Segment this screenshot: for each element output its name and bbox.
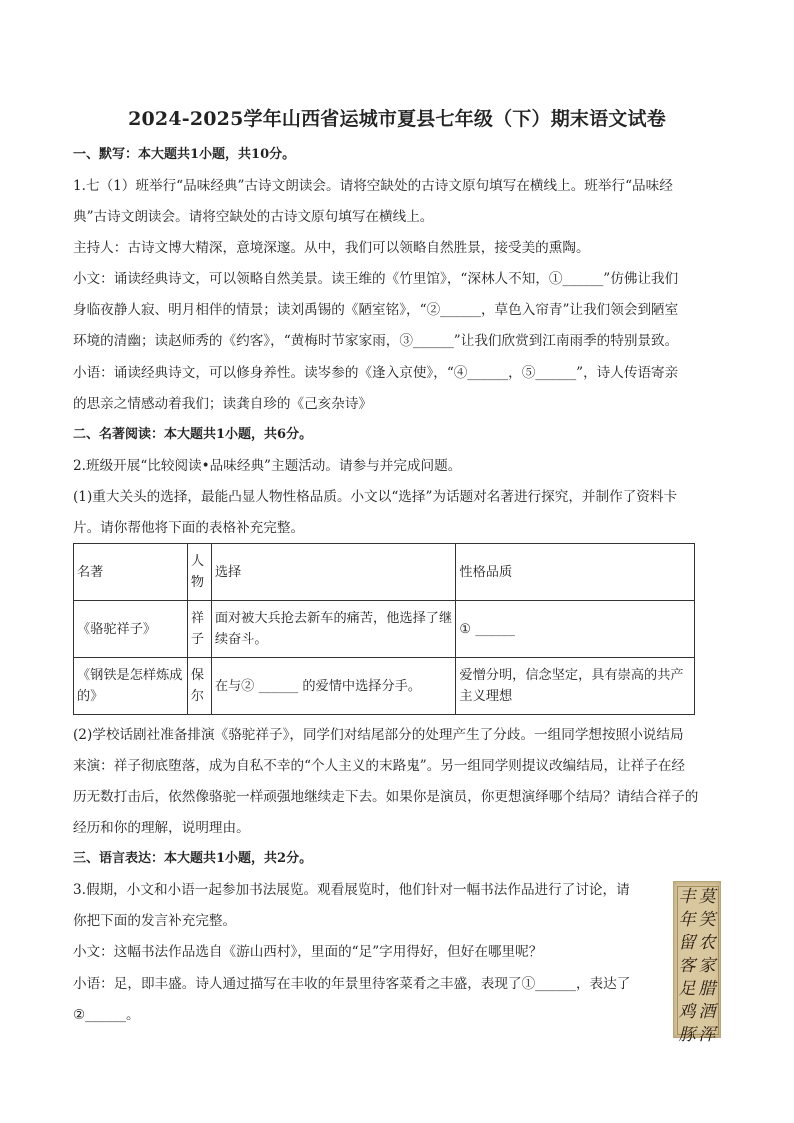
calligraphy-image (673, 881, 721, 1045)
calligraphy-column-right: 莫笑农家腊酒浑 (698, 887, 716, 1045)
character-table (73, 543, 695, 715)
xiaoyu-calligraphy-line-1: 小语：足，即丰盛。诗人通过描写在丰收的年景里待客菜肴之丰盛，表现了①______，表达了 (73, 976, 631, 992)
header-personality: 性格品质 (456, 544, 695, 601)
xiaoyu-calligraphy-line-2: ②______。 (73, 1007, 140, 1023)
xiaowen-line-1: 小文：诵读经典诗文，可以领略自然美景。读王维的《竹里馆》，“深林人不知，①______”仿佛让我们 (73, 271, 679, 287)
question-2-intro: 2.班级开展“比较阅读•品味经典”主题活动。请参与并完成问题。 (73, 458, 462, 474)
section-2-heading: 二、名著阅读：本大题共1小题，共6分。 (73, 427, 313, 442)
xiaowen-calligraphy-line: 小文：这幅书法作品选自《游山西村》，里面的“足”字用得好，但好在哪里呢？ (73, 944, 543, 960)
part-1-line-2: 片。请你帮他将下面的表格补充完整。 (73, 520, 305, 536)
cell-character: 祥子 (187, 601, 211, 658)
calligraphy-column-left: 丰年留客足鸡豚 (678, 887, 696, 1045)
section-3-heading: 三、语言表达：本大题共1小题，共2分。 (73, 851, 313, 866)
header-book: 名著 (74, 544, 188, 601)
xiaoyu-line-1: 小语：诵读经典诗文，可以修身养性。读岑参的《逢入京使》，“④______，⑤______”，诗人传语寄亲 (73, 365, 679, 381)
section-1-heading: 一、默写：本大题共1小题，共10分。 (73, 147, 296, 162)
question-3-line-2: 你把下面的发言补充完整。 (73, 913, 237, 929)
table-header-row (74, 544, 695, 601)
header-choice: 选择 (211, 544, 456, 601)
page-title: 2024-2025学年山西省运城市夏县七年级（下）期末语文试卷 (128, 108, 666, 130)
part-2-line-2: 来演：祥子彻底堕落，成为自私不幸的“个人主义的末路鬼”。另一组同学则提议改编结局，让祥子在经 (73, 758, 686, 774)
cell-book: 《钢铁是怎样炼成的》 (74, 658, 188, 715)
cell-book: 《骆驼祥子》 (74, 601, 188, 658)
part-2-line-3: 历无数打击后，依然像骆驼一样顽强地继续走下去。如果你是演员，你更想演绎哪个结局？请结合祥子的 (73, 789, 699, 805)
cell-choice: 面对被大兵抢去新车的痛苦，他选择了继续奋斗。 (211, 601, 456, 658)
xiaowen-line-3: 环境的清幽；读赵师秀的《约客》，“黄梅时节家家雨，③______”让我们欣赏到江南雨季的特别景致。 (73, 333, 679, 349)
xiaoyu-line-2: 的思亲之情感动着我们；读龚自珍的《己亥杂诗》 (73, 396, 373, 412)
question-1-line-2: 典”古诗文朗读会。请将空缺处的古诗文原句填写在横线上。 (73, 209, 434, 225)
part-2-line-1: (2)学校话剧社准备排演《骆驼祥子》，同学们对结尾部分的处理产生了分歧。一组同学想按照小说结局 (73, 727, 684, 743)
table-row (74, 658, 695, 715)
host-line: 主持人：古诗文博大精深，意境深邃。从中，我们可以领略自然胜景，接受美的熏陶。 (73, 240, 590, 256)
header-character: 人物 (187, 544, 211, 601)
question-1-line-1: 1.七（1）班举行“品味经典”古诗文朗读会。请将空缺处的古诗文原句填写在横线上。班举行“品味经 (73, 178, 673, 194)
table-row (74, 601, 695, 658)
part-2-line-4: 经历和你的理解，说明理由。 (73, 820, 250, 836)
cell-personality-blank: ① ______ (456, 601, 695, 658)
cell-character: 保尔 (187, 658, 211, 715)
cell-choice-blank: 在与② ______ 的爱情中选择分手。 (211, 658, 456, 715)
part-1-line-1: (1)重大关头的选择，最能凸显人物性格品质。小文以“选择”为话题对名著进行探究，并制作了资料卡 (73, 489, 678, 505)
cell-personality: 爱憎分明，信念坚定，具有崇高的共产主义理想 (456, 658, 695, 715)
question-3-line-1: 3.假期，小文和小语一起参加书法展览。观看展览时，他们针对一幅书法作品进行了讨论，请 (73, 882, 630, 898)
xiaowen-line-2: 身临夜静人寂、明月相伴的情景；读刘禹锡的《陋室铭》，“②______，草色入帘青”让我们领会到陋室 (73, 302, 679, 318)
